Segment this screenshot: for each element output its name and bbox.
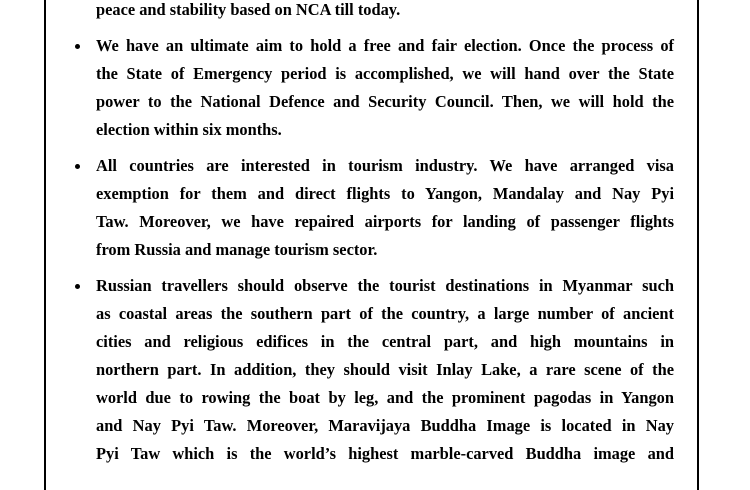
text-line: world due to rowing the boat by leg, and the prominent pagodas in Yangon	[96, 388, 674, 407]
text-line: exemption for them and direct flights to Yangon, Mandalay and Nay Pyi	[96, 184, 674, 203]
document-body	[96, 0, 674, 468]
text-line: from Russia and manage tourism sector.	[96, 240, 378, 259]
bullet-item-election	[96, 32, 674, 144]
bullet-item-tourism	[96, 152, 674, 264]
paragraph-fragment	[96, 0, 674, 24]
text-line: the State of Emergency period is accomplished, we will hand over the State	[96, 64, 674, 83]
bullet-icon	[75, 44, 80, 49]
text-line: and Nay Pyi Taw. Moreover, Maravijaya Buddha Image is located in Nay	[96, 416, 674, 435]
text-line: election within six months.	[96, 120, 282, 139]
text-line: Pyi Taw which is the world’s highest marble-carved Buddha image and	[96, 444, 674, 463]
text-line: All countries are interested in tourism industry. We have arranged visa	[96, 156, 674, 175]
text-line: Russian travellers should observe the tourist destinations in Myanmar such	[96, 276, 674, 295]
text-line: northern part. In addition, they should visit Inlay Lake, a rare scene of the	[96, 360, 674, 379]
bullet-item-destinations	[96, 272, 674, 468]
text-line: as coastal areas the southern part of the country, a large number of ancient	[96, 304, 674, 323]
bullet-icon	[75, 284, 80, 289]
text-line: power to the National Defence and Security Council. Then, we will hold the	[96, 92, 674, 111]
bullet-icon	[75, 164, 80, 169]
text-line: cities and religious edifices in the central part, and high mountains in	[96, 332, 674, 351]
text-line: We have an ultimate aim to hold a free and fair election. Once the process of	[96, 36, 674, 55]
text-line: Taw. Moreover, we have repaired airports for landing of passenger flights	[96, 212, 674, 231]
text-line: peace and stability based on NCA till today.	[96, 0, 401, 19]
